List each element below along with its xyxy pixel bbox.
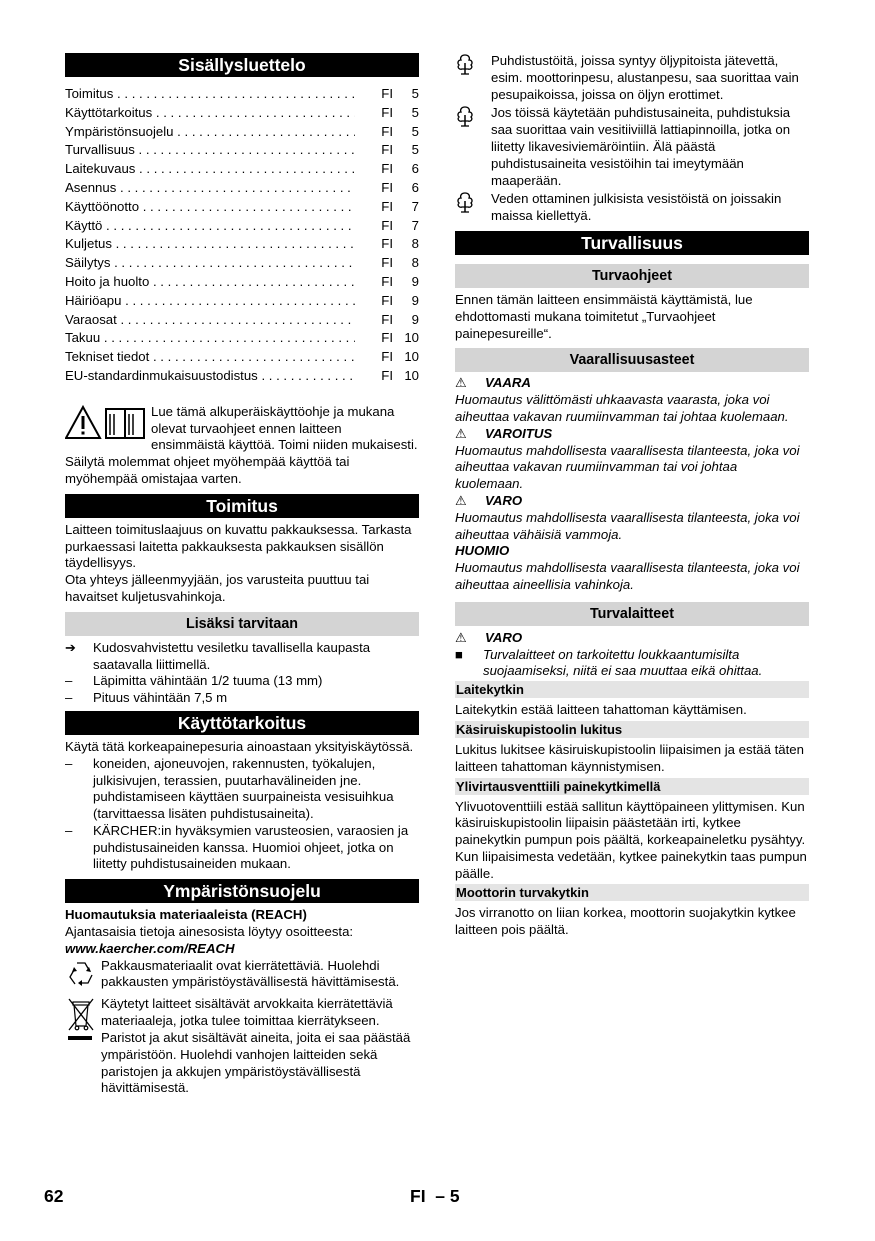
subheading-ylivirtaus: Ylivirtausventtiili painekytkimellä [455,778,809,795]
toimitus-paragraph-2: Ota yhteys jälleenmyyjään, jos varusteita puuttuu tai havaitset kuljetusvahinkoja. [65,572,370,604]
toc-entry-title: Varaosat . . . [65,311,355,330]
intro-block [65,404,419,454]
toc-row [65,273,419,292]
section-heading-ymparistonsuojelu: Ympäristönsuojelu [65,879,419,903]
hazard-level-text: Huomautus välittömästi uhkaavasta vaarasta, joka voi aiheuttaa vakavan ruumiinvamman tai johtaa kuolemaan. [455,392,789,424]
list-marker: – [65,755,73,771]
toc-entry-page: 10 [404,349,419,365]
toc-entry-title: Ympäristönsuojelu . . . [65,123,355,142]
hazard-level-text: Huomautus mahdollisesta vaarallisesta tilanteesta, joka voi aiheuttaa vähäisiä vammoja. [455,509,800,542]
toc-entry-title: Hoito ja huolto . . . [65,273,355,292]
weee-text: Käytetyt laitteet sisältävät arvokkaita kierrätettäviä materiaaleja, jotka tulee toimittaa kierrätykseen. Paristot ja akut sisältävät aineita, joita ei saa päästää ympäristöön. Huolehdi vanhojen laitteiden sekä paristojen ja akkujen ympäristöystävällisestä hävittämisestä. [101,996,411,1096]
section-heading-kayttotarkoitus: Käyttötarkoitus [65,711,419,735]
kasiruisku-text: Lukitus lukitsee käsiruiskupistoolin liipaisimen ja estää täten laitteen tahattoman käynnistymisen. [455,741,804,774]
intro-text: Lue tämä alkuperäiskäyttöohje ja mukana olevat turvaohjeet ennen laitteen ensimmäistä käyttöä. Toimi niiden mukaisesti. [151,403,418,453]
moottori-text: Jos virranotto on liian korkea, moottorin suojakytkin kytkee laitteen pois päältä. [455,905,796,938]
subheading-kasiruisku: Käsiruiskupistoolin lukitus [455,721,809,738]
footer-lang: FI [410,1186,426,1206]
toc-entry-title: Käyttöönotto . . . [65,198,355,217]
reach-url: www.kaercher.com/REACH [65,940,235,956]
footer-section [410,1188,460,1205]
varo-text: Turvalaitteet on tarkoitettu loukkaantumisilta suojaamiseksi, niitä ei saa muuttaa eikä ohittaa. [483,646,763,679]
hazard-level-title: VARO [485,492,523,508]
list-item [65,756,419,823]
toc-entry-page: 10 [404,330,419,346]
toc-entry-lang: FI [381,86,393,101]
subheading-turvaohjeet: Turvaohjeet [455,264,809,288]
warning-manual-icon [65,404,151,454]
list-item-text: Läpimitta vähintään 1/2 tuuma (13 mm) [93,673,323,689]
section-heading-turvallisuus: Turvallisuus [455,231,809,255]
hazard-level-title: VAARA [485,375,531,391]
lisaksi-list [65,640,419,707]
list-item-text: Pituus vähintään 7,5 m [93,690,228,706]
toc-entry-title: Asennus . . . [65,179,355,198]
weee-block [65,996,419,1097]
hazard-level [455,375,809,425]
hazard-level [455,426,809,493]
recycle-text: Pakkausmateriaalit ovat kierrätettäviä. Huolehdi pakkausten ympäristöystävällisestä hävittämisestä. [101,957,400,990]
toc-entry-page: 10 [404,367,419,383]
list-item [65,690,419,707]
toc-row [65,85,419,104]
reach-text: Ajantasaisia tietoja ainesosista löytyy osoitteesta: [65,924,354,940]
laitekytkin-text: Laitekytkin estää laitteen tahattoman käyttämisen. [455,702,747,718]
toc-entry-page: 9 [411,273,419,289]
toc-entry-title: Säilytys . . . [65,254,355,273]
toc-entry-page: 8 [411,255,419,271]
toc-entry-page: 9 [411,292,419,308]
toc-row [65,160,419,179]
environment-item [455,53,809,103]
toc-row [65,104,419,123]
square-bullet-icon: ■ [455,646,463,662]
list-item [65,673,419,690]
kayttotarkoitus-list [65,756,419,874]
toc-entry-lang: FI [381,292,393,308]
toc-entry-page: 7 [411,198,419,214]
toc-row [65,254,419,273]
warning-triangle-icon: ⚠ [455,629,467,645]
warning-triangle-icon: ⚠ [455,425,467,441]
environment-item [455,105,809,189]
toc-entry-page: 5 [411,142,419,158]
toc-row [65,123,419,142]
toc-entry-title: EU-standardinmukaisuustodistus . . . [65,367,355,386]
reach-heading: Huomautuksia materiaaleista (REACH) [65,907,307,923]
toc-entry-title: Tekniset tiedot . . . [65,348,355,367]
varo-notice [455,630,809,680]
toc-row [65,367,419,386]
warning-triangle-icon: ⚠ [455,375,467,391]
hazard-level-heading [455,375,809,392]
subheading-laitekytkin: Laitekytkin [455,681,809,698]
toc-entry-lang: FI [381,311,393,327]
recycle-block [65,958,419,995]
toc-row [65,141,419,160]
toc-entry-page: 5 [411,123,419,139]
hazard-level-title: HUOMIO [455,543,510,559]
hazard-level-text: Huomautus mahdollisesta vaarallisesta tilanteesta, joka voi aiheuttaa aineellisia vahinkoja. [455,560,800,592]
table-of-contents [65,85,419,386]
toc-entry-page: 6 [411,179,419,195]
turvaohjeet-text: Ennen tämän laitteen ensimmäistä käyttämistä, lue ehdottomasti mukana toimitetut „Turvaohjeet painepesureille“. [455,291,753,341]
varo-heading-text: VARO [485,629,523,645]
list-marker: – [65,822,73,838]
environment-item-text: Jos töissä käytetään puhdistusaineita, puhdistuksia saa suorittaa vain vesitiiviillä lattiapinnoilla, jotka on liitetty likavesiviemäröintiin. Älä päästä puhdistusaineita vesistöihin tai imeytymään maaperään. [491,105,791,188]
hazard-level [455,543,809,593]
toc-entry-lang: FI [381,123,393,139]
toc-entry-title: Laitekuvaus . . . [65,160,355,179]
toc-entry-lang: FI [381,255,393,271]
toc-entry-title: Toimitus . . . [65,85,355,104]
toc-entry-title: Takuu . . . [65,329,355,348]
toc-entry-lang: FI [381,349,393,365]
list-item-text: KÄRCHER:in hyväksymien varusteosien, varaosien ja puhdistusaineiden kanssa. Huomioi ohjeet, jotka on liitetty puhdistusaineiden mukaan. [93,822,409,872]
toc-entry-lang: FI [381,142,393,158]
varo-bullet-row [455,647,809,681]
toc-entry-title: Käyttötarkoitus . . . [65,104,355,123]
list-marker: – [65,690,73,706]
toc-row [65,198,419,217]
list-marker: ➔ [65,639,77,655]
toc-entry-page: 5 [411,104,419,120]
environment-item [455,191,809,225]
subheading-vaarallisuusasteet: Vaarallisuusasteet [455,348,809,372]
toc-entry-lang: FI [381,161,393,177]
tree-icon [455,53,491,103]
list-item [65,823,419,873]
toc-entry-title: Käyttö . . . [65,217,355,236]
tree-icon [455,105,491,189]
toc-entry-page: 8 [411,236,419,252]
hazard-level-heading [455,493,809,510]
toc-entry-title: Häiriöapu . . . [65,292,355,311]
left-column [65,53,419,1097]
toc-entry-lang: FI [381,330,393,346]
toc-entry-page: 5 [411,86,419,101]
toc-row [65,179,419,198]
crossed-bin-icon [65,996,101,1097]
list-item [65,640,419,674]
toc-row [65,292,419,311]
toc-entry-lang: FI [381,179,393,195]
ylivirtaus-text: Ylivuotoventtiili estää sallitun käyttöpaineen ylittymisen. Kun käsiruiskupistoolin liipaisin päästetään irti, kytkee painekytkin pumpun pois päältä, korkeapaineletku pysähtyy. Kun liipaisimesta vedetään, kytkee painekytkin taas pumpun päälle. [455,798,807,881]
toc-row [65,329,419,348]
toc-entry-lang: FI [381,198,393,214]
tree-icon [455,191,491,225]
toc-entry-page: 9 [411,311,419,327]
warning-triangle-icon: ⚠ [455,492,467,508]
toc-entry-page: 6 [411,161,419,177]
toc-entry-lang: FI [381,273,393,289]
toc-entry-lang: FI [381,217,393,233]
hazard-levels [455,375,809,593]
toc-row [65,235,419,254]
list-item-text: Kudosvahvistettu vesiletku tavallisella kaupasta saatavalla liittimellä. [93,639,371,672]
toc-entry-lang: FI [381,367,393,383]
list-marker: – [65,673,73,689]
hazard-level [455,493,809,543]
subheading-lisaksi: Lisäksi tarvitaan [65,612,419,636]
recycle-icon [65,958,101,995]
page-number: 62 [44,1186,64,1206]
hazard-level-text: Huomautus mahdollisesta vaarallisesta tilanteesta, joka voi aiheuttaa vakavan ruumiinvamman tai voi johtaa kuolemaan. [455,442,800,492]
hazard-level-title: VAROITUS [485,425,553,441]
toc-entry-title: Kuljetus . . . [65,235,355,254]
intro-text-2: Säilytä molemmat ohjeet myöhempää käyttöä tai myöhempää omistajaa varten. [65,454,350,486]
toimitus-paragraph-1: Laitteen toimituslaajuus on kuvattu pakkauksessa. Tarkasta purkaessasi laitetta pakkauksesta pakkauksen sisällön täydellisyys. [65,521,412,571]
environment-item-text: Puhdistustöitä, joissa syntyy öljypitoista jätevettä, esim. moottorinpesu, alustanpesu, saa suorittaa vain pesupaikoissa, joissa on öljyn erottimet. [491,53,799,102]
varo-heading [455,630,809,647]
toc-heading: Sisällysluettelo [65,53,419,77]
toc-entry-lang: FI [381,236,393,252]
toc-row [65,217,419,236]
footer-section-page: – 5 [435,1186,460,1206]
hazard-level-heading [455,543,809,560]
kayttotarkoitus-paragraph: Käytä tätä korkeapainepesuria ainoastaan yksityiskäytössä. [65,738,414,754]
environment-item-text: Veden ottaminen julkisista vesistöistä on joissakin maissa kiellettyä. [491,191,782,224]
environment-list [455,53,809,225]
toc-row [65,348,419,367]
toc-entry-title: Turvallisuus . . . [65,141,355,160]
subheading-moottori: Moottorin turvakytkin [455,884,809,901]
toc-row [65,311,419,330]
right-column [455,53,809,939]
toc-entry-lang: FI [381,104,393,120]
section-heading-toimitus: Toimitus [65,494,419,518]
list-item-text: koneiden, ajoneuvojen, rakennusten, työkalujen, julkisivujen, terassien, puutarhavälineiden jne. puhdistamiseen käyttäen suurpaineista vesisuihkua (tarvittaessa lisäten puhdistusaineita). [93,755,394,822]
toc-entry-page: 7 [411,217,419,233]
hazard-level-heading [455,426,809,443]
subheading-turvalaitteet: Turvalaitteet [455,602,809,626]
